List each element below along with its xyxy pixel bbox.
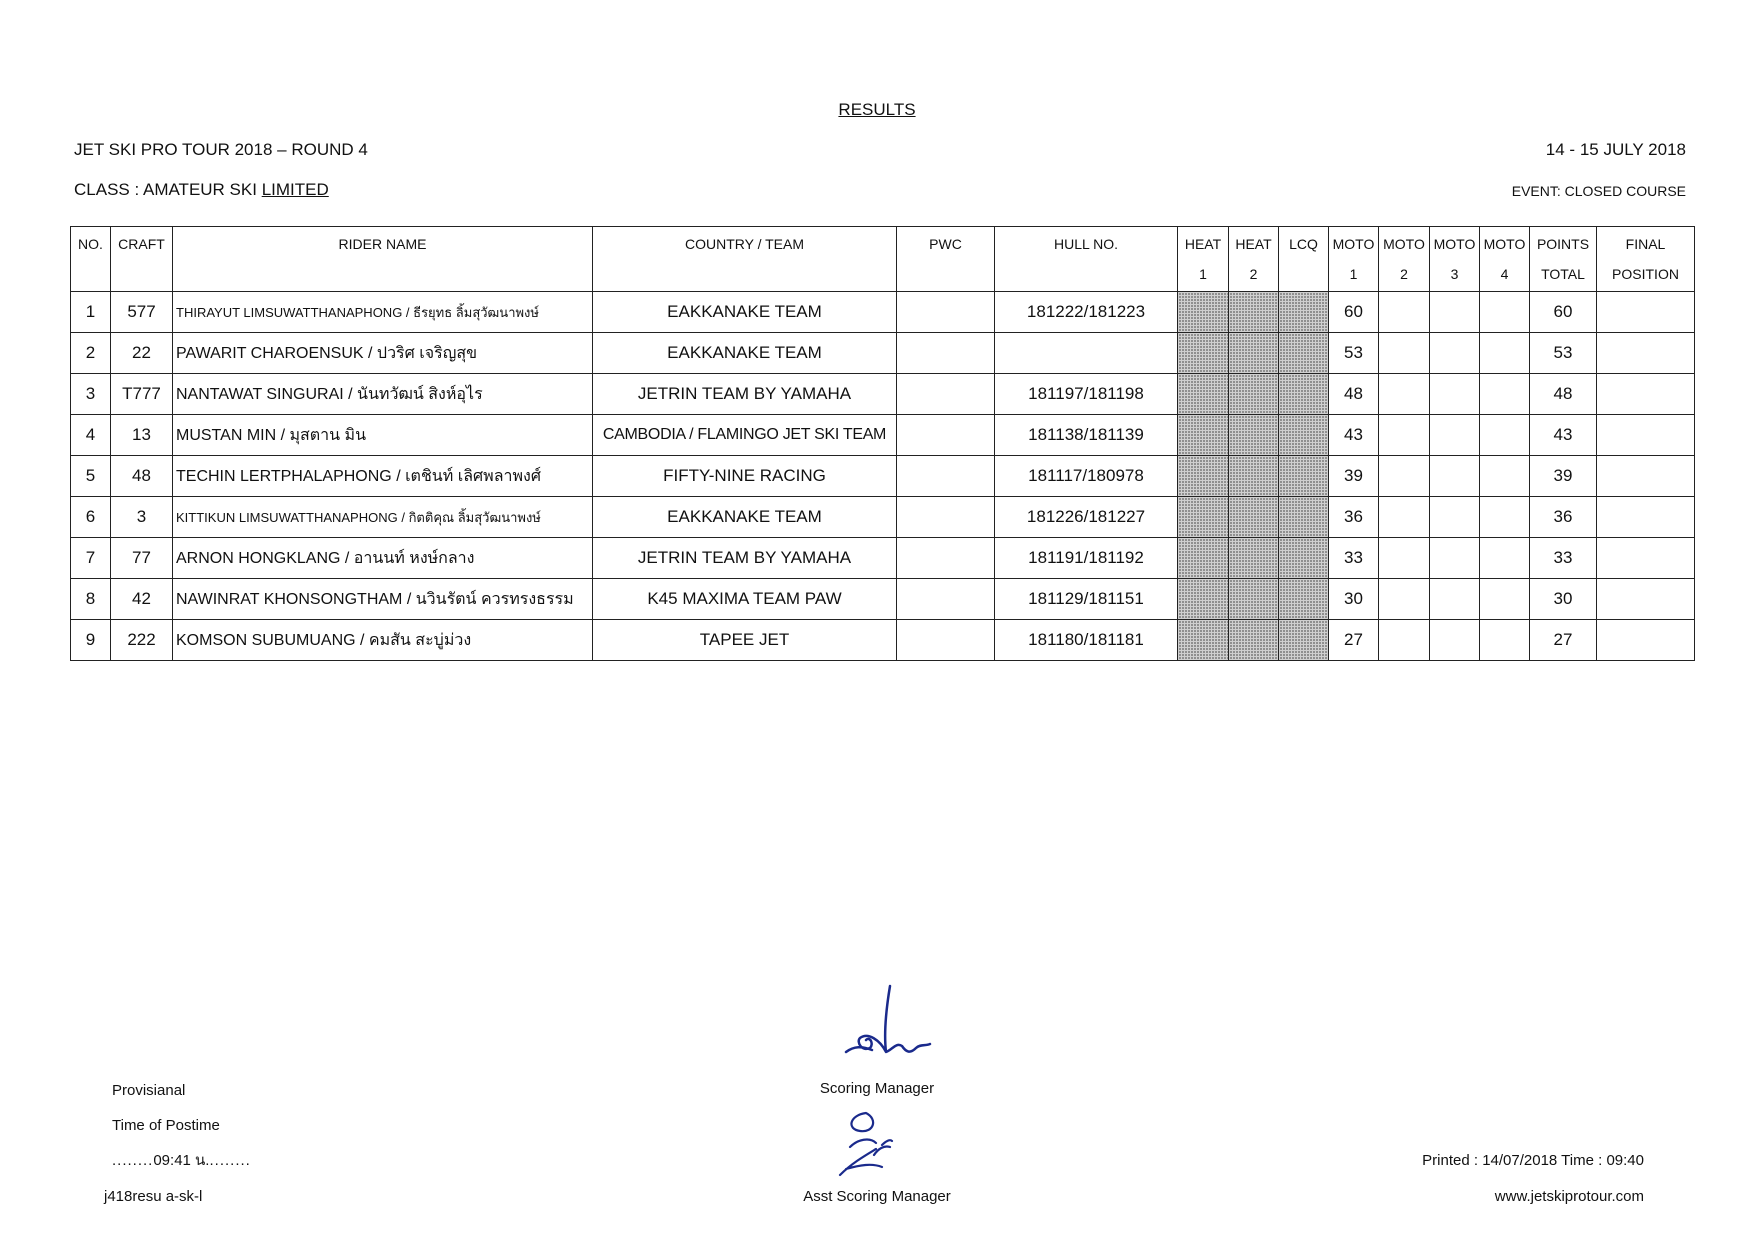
cell-team: JETRIN TEAM BY YAMAHA <box>593 374 897 415</box>
cell-no: 6 <box>71 497 111 538</box>
cell-moto4 <box>1480 374 1530 415</box>
cell-moto3 <box>1430 374 1480 415</box>
cell-no: 3 <box>71 374 111 415</box>
cell-heat1 <box>1178 620 1229 661</box>
column-header-line2: 1 <box>1199 266 1207 282</box>
cell-heat1 <box>1178 538 1229 579</box>
cell-rider: NANTAWAT SINGURAI / นันทวัฒน์ สิงห์อุไร <box>173 374 593 415</box>
cell-no: 4 <box>71 415 111 456</box>
column-header-line1: POINTS <box>1536 236 1590 252</box>
cell-final <box>1597 456 1695 497</box>
column-header-line2: 2 <box>1400 266 1408 282</box>
cell-craft: 22 <box>111 333 173 374</box>
cell-heat1 <box>1178 456 1229 497</box>
cell-lcq <box>1279 579 1329 620</box>
cell-no: 9 <box>71 620 111 661</box>
table-header-row <box>71 227 1695 292</box>
cell-no: 8 <box>71 579 111 620</box>
results-table <box>70 226 1695 661</box>
column-header-line2 <box>593 259 896 289</box>
column-header-line2: 2 <box>1249 266 1258 282</box>
column-header-no <box>71 227 111 292</box>
cell-craft: 48 <box>111 456 173 497</box>
cell-rider: KITTIKUN LIMSUWATTHANAPHONG / กิตติคุณ ลิ้มสุวัฒนาพงษ์ <box>173 497 593 538</box>
cell-pwc <box>897 292 995 333</box>
cell-lcq <box>1279 292 1329 333</box>
cell-heat2 <box>1229 456 1279 497</box>
cell-final <box>1597 579 1695 620</box>
cell-craft: 77 <box>111 538 173 579</box>
column-header-line2: POSITION <box>1612 266 1679 282</box>
table-body <box>71 292 1695 661</box>
cell-total: 48 <box>1530 374 1597 415</box>
cell-moto3 <box>1430 456 1480 497</box>
cell-pwc <box>897 579 995 620</box>
cell-lcq <box>1279 497 1329 538</box>
column-header-line1: MOTO <box>1383 236 1425 252</box>
column-header-line1: MOTO <box>1332 236 1375 252</box>
column-header-line2 <box>173 259 592 289</box>
cell-moto1: 39 <box>1329 456 1379 497</box>
cell-rider: PAWARIT CHAROENSUK / ปวริศ เจริญสุข <box>173 333 593 374</box>
cell-moto3 <box>1430 620 1480 661</box>
cell-hull: 181191/181192 <box>995 538 1178 579</box>
column-header-moto-4 <box>1480 227 1530 292</box>
cell-pwc <box>897 374 995 415</box>
column-header-line2 <box>111 259 172 289</box>
cell-moto1: 27 <box>1329 620 1379 661</box>
cell-hull: 181180/181181 <box>995 620 1178 661</box>
column-header-moto-1 <box>1329 227 1379 292</box>
cell-pwc <box>897 620 995 661</box>
cell-heat2 <box>1229 538 1279 579</box>
cell-moto4 <box>1480 538 1530 579</box>
column-header-line1: RIDER NAME <box>338 236 427 252</box>
cell-heat2 <box>1229 620 1279 661</box>
cell-heat1 <box>1178 333 1229 374</box>
cell-moto3 <box>1430 538 1480 579</box>
cell-moto2 <box>1379 333 1430 374</box>
cell-team: JETRIN TEAM BY YAMAHA <box>593 538 897 579</box>
cell-moto3 <box>1430 415 1480 456</box>
cell-heat1 <box>1178 497 1229 538</box>
printed-timestamp: Printed : 14/07/2018 Time : 09:40 <box>1422 1152 1644 1169</box>
class-prefix: CLASS : AMATEUR SKI <box>74 180 262 199</box>
document-code: j418resu a-sk-l <box>104 1188 203 1205</box>
cell-rider: THIRAYUT LIMSUWATTHANAPHONG / ธีรยุทธ ลิ้มสุวัฒนาพงษ์ <box>173 292 593 333</box>
column-header-final-position <box>1597 227 1695 292</box>
cell-hull: 181197/181198 <box>995 374 1178 415</box>
cell-moto2 <box>1379 579 1430 620</box>
cell-total: 33 <box>1530 538 1597 579</box>
cell-hull: 181226/181227 <box>995 497 1178 538</box>
table-row <box>71 538 1695 579</box>
time-of-postime-label: Time of Postime <box>112 1117 220 1134</box>
cell-moto4 <box>1480 497 1530 538</box>
cell-final <box>1597 333 1695 374</box>
column-header-moto-2 <box>1379 227 1430 292</box>
column-header-line1: PWC <box>929 236 962 252</box>
cell-moto3 <box>1430 333 1480 374</box>
cell-craft: 13 <box>111 415 173 456</box>
cell-hull: 181129/181151 <box>995 579 1178 620</box>
cell-heat2 <box>1229 374 1279 415</box>
cell-heat1 <box>1178 415 1229 456</box>
scoring-manager-signature <box>820 980 940 1080</box>
cell-rider: ARNON HONGKLANG / อานนท์ หงษ์กลาง <box>173 538 593 579</box>
provisional-label: Provisianal <box>112 1082 186 1099</box>
cell-moto4 <box>1480 333 1530 374</box>
cell-total: 39 <box>1530 456 1597 497</box>
cell-rider: TECHIN LERTPHALAPHONG / เตชินท์ เลิศพลาพงศ์ <box>173 456 593 497</box>
cell-moto1: 30 <box>1329 579 1379 620</box>
cell-total: 30 <box>1530 579 1597 620</box>
postime-time: 09:41 น. <box>153 1152 210 1169</box>
column-header-line2: TOTAL <box>1541 266 1585 282</box>
cell-moto1: 33 <box>1329 538 1379 579</box>
postime-dots-after: ........ <box>209 1152 251 1169</box>
cell-moto2 <box>1379 538 1430 579</box>
cell-no: 7 <box>71 538 111 579</box>
cell-lcq <box>1279 456 1329 497</box>
cell-heat2 <box>1229 497 1279 538</box>
column-header-line2: 4 <box>1500 266 1509 282</box>
column-header-line1: HULL NO. <box>1053 236 1119 252</box>
column-header-points-total <box>1530 227 1597 292</box>
cell-moto1: 60 <box>1329 292 1379 333</box>
event-dates: 14 - 15 JULY 2018 <box>1545 140 1686 159</box>
cell-pwc <box>897 415 995 456</box>
cell-hull <box>995 333 1178 374</box>
cell-rider: MUSTAN MIN / มุสตาน มิน <box>173 415 593 456</box>
table-row <box>71 333 1695 374</box>
column-header-line1: MOTO <box>1483 236 1526 252</box>
cell-moto2 <box>1379 415 1430 456</box>
cell-heat1 <box>1178 579 1229 620</box>
cell-rider: KOMSON SUBUMUANG / คมสัน สะบู่ม่วง <box>173 620 593 661</box>
cell-moto3 <box>1430 579 1480 620</box>
cell-lcq <box>1279 620 1329 661</box>
cell-craft: 222 <box>111 620 173 661</box>
column-header-line1: NO. <box>78 236 103 252</box>
cell-moto1: 53 <box>1329 333 1379 374</box>
column-header-line2: 1 <box>1349 266 1358 282</box>
cell-team: EAKKANAKE TEAM <box>593 333 897 374</box>
column-header-line1: COUNTRY / TEAM <box>684 236 805 252</box>
column-header-craft <box>111 227 173 292</box>
time-of-postime-value <box>112 1148 251 1172</box>
cell-final <box>1597 374 1695 415</box>
cell-heat1 <box>1178 292 1229 333</box>
cell-final <box>1597 292 1695 333</box>
table-row <box>71 456 1695 497</box>
cell-moto4 <box>1480 456 1530 497</box>
cell-final <box>1597 538 1695 579</box>
cell-total: 36 <box>1530 497 1597 538</box>
column-header-line1: HEAT <box>1235 236 1272 252</box>
column-header-line1: HEAT <box>1184 236 1222 252</box>
column-header-pwc <box>897 227 995 292</box>
cell-team: CAMBODIA / FLAMINGO JET SKI TEAM <box>593 415 897 456</box>
cell-moto3 <box>1430 292 1480 333</box>
cell-moto4 <box>1480 579 1530 620</box>
column-header-line1: MOTO <box>1433 236 1476 252</box>
cell-total: 60 <box>1530 292 1597 333</box>
cell-team: EAKKANAKE TEAM <box>593 292 897 333</box>
cell-hull: 181138/181139 <box>995 415 1178 456</box>
cell-heat2 <box>1229 415 1279 456</box>
cell-moto2 <box>1379 292 1430 333</box>
column-header-line1: FINAL <box>1625 236 1666 252</box>
asst-scoring-manager-signature <box>820 1105 910 1185</box>
cell-craft: T777 <box>111 374 173 415</box>
cell-moto1: 43 <box>1329 415 1379 456</box>
cell-no: 2 <box>71 333 111 374</box>
column-header-rider-name <box>173 227 593 292</box>
column-header-line2 <box>995 259 1177 289</box>
table-row <box>71 292 1695 333</box>
cell-heat2 <box>1229 333 1279 374</box>
cell-pwc <box>897 333 995 374</box>
cell-lcq <box>1279 333 1329 374</box>
cell-hull: 181222/181223 <box>995 292 1178 333</box>
cell-moto2 <box>1379 620 1430 661</box>
results-title-text: RESULTS <box>838 100 916 119</box>
cell-moto4 <box>1480 620 1530 661</box>
cell-team: TAPEE JET <box>593 620 897 661</box>
cell-pwc <box>897 497 995 538</box>
cell-moto2 <box>1379 456 1430 497</box>
table-row <box>71 497 1695 538</box>
cell-lcq <box>1279 538 1329 579</box>
cell-moto1: 36 <box>1329 497 1379 538</box>
event-name: JET SKI PRO TOUR 2018 – ROUND 4 <box>74 140 368 159</box>
cell-pwc <box>897 456 995 497</box>
cell-moto3 <box>1430 497 1480 538</box>
asst-scoring-manager-label: Asst Scoring Manager <box>803 1188 951 1205</box>
column-header-moto-3 <box>1430 227 1480 292</box>
cell-moto2 <box>1379 497 1430 538</box>
cell-team: K45 MAXIMA TEAM PAW <box>593 579 897 620</box>
cell-moto4 <box>1480 415 1530 456</box>
cell-heat1 <box>1178 374 1229 415</box>
cell-rider: NAWINRAT KHONSONGTHAM / นวินรัตน์ ควรทรงธรรม <box>173 579 593 620</box>
cell-craft: 42 <box>111 579 173 620</box>
column-header-hull-no <box>995 227 1178 292</box>
results-title <box>0 100 1754 120</box>
cell-final <box>1597 620 1695 661</box>
cell-no: 1 <box>71 292 111 333</box>
cell-craft: 577 <box>111 292 173 333</box>
cell-team: FIFTY-NINE RACING <box>593 456 897 497</box>
cell-total: 43 <box>1530 415 1597 456</box>
column-header-line1: LCQ <box>1289 236 1318 252</box>
table-row <box>71 415 1695 456</box>
column-header-line2 <box>71 259 110 289</box>
column-header-line2 <box>1279 259 1328 289</box>
cell-moto2 <box>1379 374 1430 415</box>
cell-final <box>1597 497 1695 538</box>
column-header-lcq <box>1279 227 1329 292</box>
column-header-line1: CRAFT <box>118 236 165 252</box>
column-header-line2 <box>897 259 994 289</box>
cell-team: EAKKANAKE TEAM <box>593 497 897 538</box>
cell-moto4 <box>1480 292 1530 333</box>
table-row <box>71 620 1695 661</box>
cell-lcq <box>1279 415 1329 456</box>
column-header-country-team <box>593 227 897 292</box>
cell-hull: 181117/180978 <box>995 456 1178 497</box>
class-limited: LIMITED <box>261 180 329 199</box>
cell-craft: 3 <box>111 497 173 538</box>
column-header-line2: 3 <box>1450 266 1459 282</box>
postime-dots-before: ........ <box>112 1152 154 1169</box>
cell-no: 5 <box>71 456 111 497</box>
cell-pwc <box>897 538 995 579</box>
class-line <box>74 180 329 200</box>
cell-heat2 <box>1229 292 1279 333</box>
cell-heat2 <box>1229 579 1279 620</box>
cell-final <box>1597 415 1695 456</box>
cell-lcq <box>1279 374 1329 415</box>
cell-moto1: 48 <box>1329 374 1379 415</box>
event-type: EVENT: CLOSED COURSE <box>1511 183 1686 199</box>
column-header-heat-2 <box>1229 227 1279 292</box>
table-row <box>71 579 1695 620</box>
cell-total: 27 <box>1530 620 1597 661</box>
cell-total: 53 <box>1530 333 1597 374</box>
column-header-heat-1 <box>1178 227 1229 292</box>
website-link[interactable]: www.jetskiprotour.com <box>1494 1188 1644 1205</box>
scoring-manager-label: Scoring Manager <box>819 1080 935 1097</box>
table-row <box>71 374 1695 415</box>
